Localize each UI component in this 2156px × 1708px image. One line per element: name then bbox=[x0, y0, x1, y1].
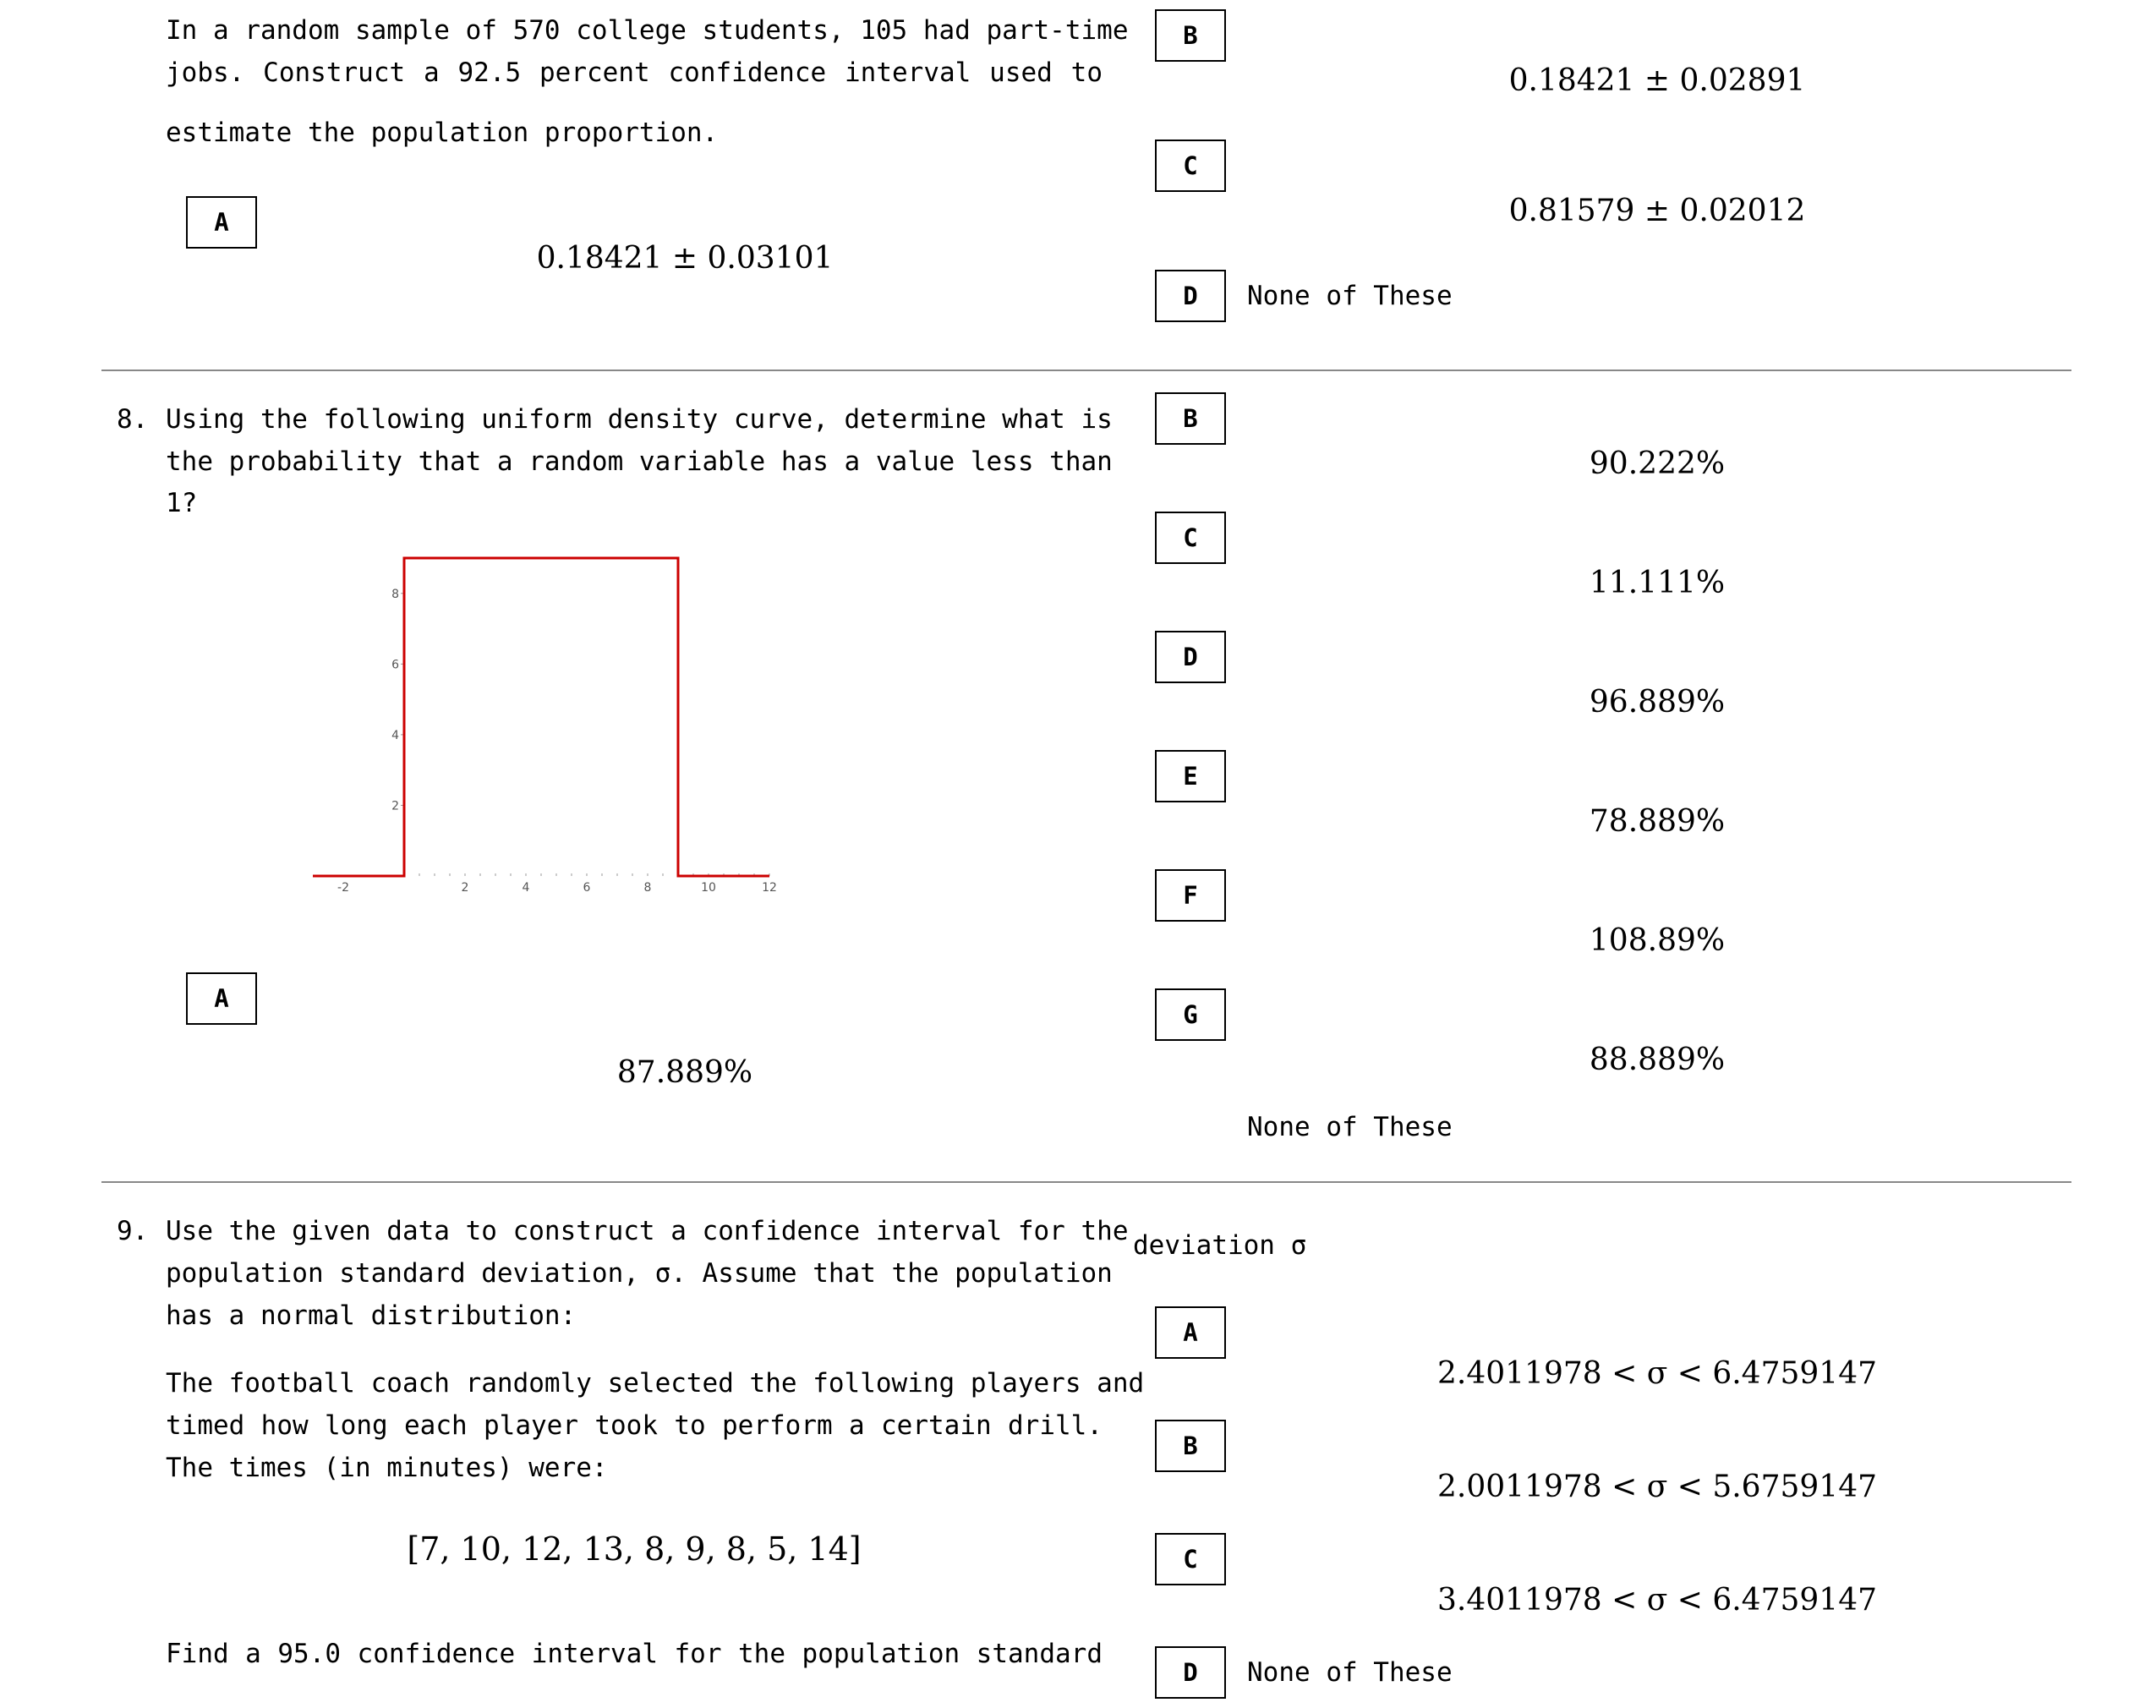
q8-number: 8. bbox=[117, 404, 149, 435]
q9-text-line: Use the given data to construct a confidence interval for the bbox=[166, 1216, 1129, 1246]
x-tick-label: -2 bbox=[337, 881, 349, 895]
q9-scenario-line: The times (in minutes) were: bbox=[166, 1453, 608, 1483]
q8-option-g-box[interactable]: G bbox=[1155, 988, 1226, 1041]
q9-scenario-line: The football coach randomly selected the following players and bbox=[166, 1368, 1145, 1399]
q8-option-b-text: 90.222% bbox=[1589, 446, 1726, 481]
q7-option-a-text: 0.18421 ± 0.03101 bbox=[536, 241, 834, 276]
q9-text-line: has a normal distribution: bbox=[166, 1300, 577, 1331]
q7-option-c-text: 0.81579 ± 0.02012 bbox=[1508, 194, 1806, 228]
q8-option-a-box[interactable]: A bbox=[186, 972, 257, 1025]
q7-option-a-box[interactable]: A bbox=[186, 196, 257, 249]
divider bbox=[101, 370, 2071, 371]
q8-option-c-box[interactable]: C bbox=[1155, 512, 1226, 564]
q8-text bbox=[166, 389, 1113, 524]
q8-option-d-box[interactable]: D bbox=[1155, 631, 1226, 683]
q8-option-b-box[interactable]: B bbox=[1155, 392, 1226, 445]
q9-number: 9. bbox=[117, 1216, 149, 1246]
y-tick-label: 6 bbox=[391, 658, 399, 672]
q8-option-e-box[interactable]: E bbox=[1155, 750, 1226, 802]
q9-option-c-box[interactable]: C bbox=[1155, 1533, 1226, 1585]
q9-option-d-box[interactable]: D bbox=[1155, 1646, 1226, 1699]
q8-option-f-text: 108.89% bbox=[1589, 923, 1726, 958]
q9-find bbox=[166, 1623, 1103, 1669]
q8-option-g-text: 88.889% bbox=[1589, 1043, 1726, 1077]
density-curve-line bbox=[313, 558, 769, 876]
q8-option-a-text: 87.889% bbox=[616, 1055, 753, 1090]
q9-option-a-box[interactable]: A bbox=[1155, 1306, 1226, 1359]
q9-text-line: population standard deviation, σ. Assume that the population bbox=[166, 1258, 1113, 1289]
q9-option-b-box[interactable]: B bbox=[1155, 1420, 1226, 1472]
q7-option-b-text: 0.18421 ± 0.02891 bbox=[1508, 63, 1806, 98]
q8-option-d-text: 96.889% bbox=[1589, 685, 1726, 720]
q7-option-d-text: None of These bbox=[1247, 281, 1453, 311]
q9-find-line: Find a 95.0 confidence interval for the population standard bbox=[166, 1639, 1103, 1669]
q8-text-line: the probability that a random variable has a value less than bbox=[166, 446, 1113, 477]
q8-text-line: 1? bbox=[166, 488, 198, 518]
q9-data-values: [7, 10, 12, 13, 8, 9, 8, 5, 14] bbox=[407, 1530, 862, 1568]
q9-text bbox=[166, 1201, 1129, 1336]
q7-text-line: In a random sample of 570 college students, 105 had part-time bbox=[166, 15, 1129, 46]
y-tick-label: 8 bbox=[391, 587, 399, 601]
q7-text bbox=[166, 0, 1129, 152]
x-tick-label: 4 bbox=[522, 881, 530, 895]
q7-option-c-box[interactable]: C bbox=[1155, 140, 1226, 192]
q9-option-c-text: 3.4011978 < σ < 6.4759147 bbox=[1436, 1583, 1878, 1618]
q8-text-line: Using the following uniform density curve, determine what is bbox=[166, 404, 1113, 435]
q9-scenario-line: timed how long each player took to perform a certain drill. bbox=[166, 1410, 1103, 1441]
q8-option-c-text: 11.111% bbox=[1589, 566, 1726, 600]
divider bbox=[101, 1181, 2071, 1183]
x-tick-label: 10 bbox=[701, 881, 716, 895]
x-tick-label: 6 bbox=[583, 881, 591, 895]
x-tick-label: 12 bbox=[762, 881, 777, 895]
x-tick-label: 8 bbox=[643, 881, 652, 895]
uniform-density-chart bbox=[304, 541, 778, 905]
q9-option-a-text: 2.4011978 < σ < 6.4759147 bbox=[1436, 1356, 1878, 1391]
q9-option-b-text: 2.0011978 < σ < 5.6759147 bbox=[1436, 1470, 1878, 1504]
q8-option-f-box[interactable]: F bbox=[1155, 869, 1226, 922]
q7-text-line: jobs. Construct a 92.5 percent confidence interval used to bbox=[166, 57, 1103, 88]
y-tick-label: 2 bbox=[391, 799, 399, 813]
y-tick-label: 4 bbox=[391, 728, 399, 742]
q8-none-of-these: None of These bbox=[1247, 1112, 1453, 1142]
x-tick-label: 2 bbox=[461, 881, 469, 895]
q9-option-d-text: None of These bbox=[1247, 1657, 1453, 1688]
q7-option-d-box[interactable]: D bbox=[1155, 270, 1226, 322]
q7-option-b-box[interactable]: B bbox=[1155, 9, 1226, 62]
q8-option-e-text: 78.889% bbox=[1589, 804, 1726, 839]
q9-scenario bbox=[166, 1353, 1145, 1488]
q7-text-line: estimate the population proportion. bbox=[166, 118, 719, 148]
q9-continued-text: deviation σ bbox=[1133, 1230, 1307, 1261]
